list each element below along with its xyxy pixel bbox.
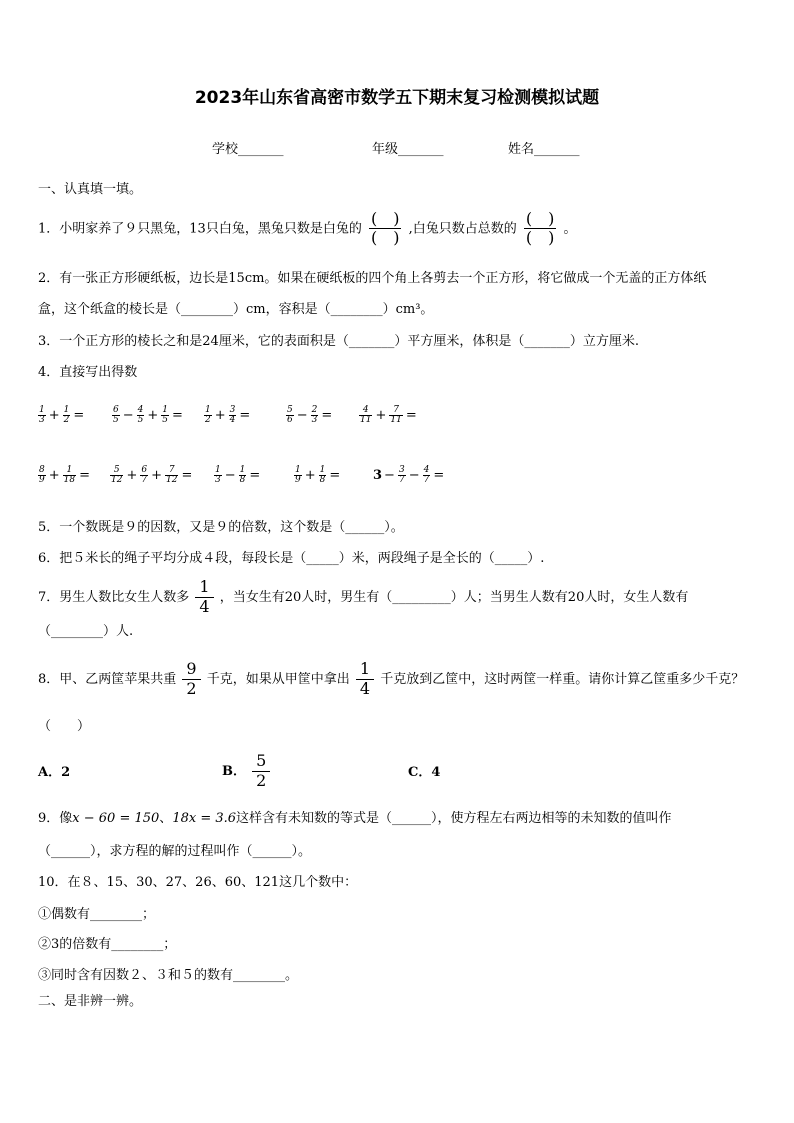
q8-answer-paren[interactable]: （ ） [38, 719, 91, 734]
question-7-line-1 [38, 578, 688, 617]
question-10: 10．在８、15、30、27、26、60、121这几个数中： [38, 875, 358, 890]
q7-text-b: ，当女生有20人时，男生有（_________）人；当男生人数有20人时，女生人数有 [219, 589, 689, 605]
question-4: 4．直接写出得数 [38, 365, 138, 380]
calc-1-4: $\frac{5}{6}$ − $\frac{2}{3}$ = [287, 405, 333, 426]
question-9-line-1: 9．像x − 60 = 150、18x = 3.6这样含有未知数的等式是（______），使方程左右两边相等的未知数的值叫作 [38, 811, 672, 826]
q7-fraction: $\frac{1}{4}$ [195, 578, 213, 617]
q9-equation-1: x − 60 = 150 [72, 811, 160, 826]
q8-option-b-fraction: $\frac{5}{2}$ [252, 752, 270, 791]
q8-option-b[interactable]: B． $\frac{5}{2}$ [222, 752, 272, 791]
q8-option-c[interactable]: C．4 [408, 765, 441, 780]
calc-2-2: $\frac{5}{12}$ + $\frac{6}{7}$ + $\frac{7}{12}$ = [111, 465, 193, 486]
q10-item-2: ②3的倍数有________； [38, 937, 177, 952]
q1-text-b: ,白兔只数占总数的 [408, 221, 517, 237]
grade-field [372, 143, 444, 156]
q8-option-a[interactable]: A．2 [38, 765, 71, 780]
calc-2-4: $\frac{1}{9}$ + $\frac{1}{8}$ = [295, 465, 341, 486]
calc-1-5: $\frac{4}{11}$ + $\frac{7}{11}$ = [360, 405, 417, 426]
question-9-line-2: （______），求方程的解的过程叫作（______）。 [38, 844, 312, 859]
q10-item-3: ③同时含有因数２、３和５的数有________。 [38, 968, 299, 983]
q10-item-1: ①偶数有________； [38, 907, 156, 922]
question-1 [38, 210, 577, 248]
calc-2-3: $\frac{1}{3}$ − $\frac{1}{8}$ = [215, 465, 261, 486]
grade-blank[interactable]: _______ [398, 142, 444, 157]
q8-fraction-total: $\frac{9}{2}$ [182, 660, 200, 699]
question-7-line-2: （________）人. [38, 624, 134, 639]
q1-answer-fraction-1[interactable]: ( ) ( ) [370, 209, 400, 248]
q7-text-a: 7．男生人数比女生人数多 [38, 589, 190, 605]
question-2-line-1: 2．有一张正方形硬纸板，边长是15cm。如果在硬纸板的四个角上各剪去一个正方形，将它做成一个无盖的正方体纸 [38, 271, 707, 286]
calc-2-1: $\frac{8}{9}$ + $\frac{1}{18}$ = [39, 465, 90, 486]
question-5: 5．一个数既是９的因数，又是９的倍数，这个数是（______）。 [38, 520, 404, 535]
calc-2-5: 3 − $\frac{3}{7}$ − $\frac{4}{7}$ = [373, 465, 445, 486]
q8-text-c: 千克放到乙筐中，这时两筐一样重。请你计算乙筐重多少千克？ [380, 671, 745, 687]
name-label: 姓名 [508, 142, 535, 157]
q9-text-b: 这样含有未知数的等式是（______），使方程左右两边相等的未知数的值叫作 [236, 811, 672, 826]
question-2-line-2: 盒，这个纸盒的棱长是（________）cm，容积是（________）cm³。 [38, 302, 434, 317]
section-1-heading: 一、认真填一填。 [38, 182, 143, 197]
name-blank[interactable]: _______ [534, 142, 580, 157]
question-6: 6．把５米长的绳子平均分成４段，每段长是（_____）米，两段绳子是全长的（_____）. [38, 551, 545, 566]
school-label: 学校 [212, 142, 239, 157]
q8-fraction-moved: $\frac{1}{4}$ [356, 660, 374, 699]
q9-equation-2: 18x = 3.6 [172, 811, 237, 826]
grade-label: 年级 [372, 142, 399, 157]
calc-1-2: $\frac{6}{5}$ − $\frac{4}{5}$ + $\frac{1}{5}$ = [113, 405, 183, 426]
q1-text-a: 1．小明家养了９只黑兔，13只白兔，黑兔只数是白兔的 [38, 221, 362, 237]
school-field [212, 143, 284, 156]
calc-1-3: $\frac{1}{2}$ + $\frac{3}{4}$ = [205, 405, 251, 426]
section-2-heading: 二、是非辨一辨。 [38, 994, 143, 1009]
question-8 [38, 660, 744, 699]
name-field [508, 143, 580, 156]
calc-1-1: $\frac{1}{3}$ + $\frac{1}{2}$ = [39, 405, 85, 426]
page-title: 2023年山东省高密市数学五下期末复习检测模拟试题 [194, 88, 600, 108]
q8-text-a: 8．甲、乙两筐苹果共重 [38, 671, 177, 687]
q1-answer-fraction-2[interactable]: ( ) ( ) [525, 209, 555, 248]
q1-text-c: 。 [563, 221, 577, 237]
q8-text-b: 千克，如果从甲筐中拿出 [206, 671, 350, 687]
school-blank[interactable]: _______ [238, 142, 284, 157]
q9-text-a: 9．像 [38, 811, 73, 826]
question-3: 3．一个正方形的棱长之和是24厘米，它的表面积是（_______）平方厘米，体积是（_______）立方厘米. [38, 334, 639, 349]
